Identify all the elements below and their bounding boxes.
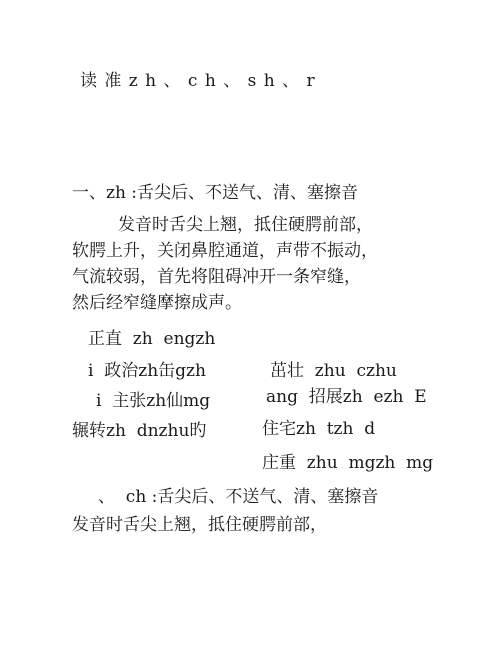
example-word: i 主张zh仙mg <box>96 391 211 411</box>
body-text-line: 发音时舌尖上翘，抵住硬腭前部， <box>118 215 373 235</box>
example-word: 庄重 zhu mgzh mg <box>262 453 434 473</box>
body-text-line: 气流较弱，首先将阻碍冲开一条窄缝， <box>72 267 361 287</box>
document-title: 读 准 z h 、 c h 、 s h 、 r <box>80 71 316 91</box>
body-text-line: 软腭上升，关闭鼻腔通道，声带不振动， <box>72 241 378 261</box>
example-word: 茁壮 zhu czhu <box>270 361 397 381</box>
section-heading-ch: 、 ch :舌尖后、不送气、清、塞擦音 <box>98 487 379 507</box>
example-word: 住宅zh tzh d <box>262 419 376 439</box>
example-word: 正直 zh engzh <box>88 329 216 349</box>
body-text-line: 然后经窄缝摩擦成声。 <box>72 293 242 313</box>
body-text-line: 发音时舌尖上翘，抵住硬腭前部， <box>72 515 327 535</box>
example-word: 辗转zh dnzhu旳 <box>72 421 207 441</box>
section-heading-zh: 一、zh :舌尖后、不送气、清、塞擦音 <box>72 183 359 203</box>
example-word: ang 招展zh ezh E <box>266 387 427 407</box>
example-word: i 政治zh缶gzh <box>88 361 206 381</box>
